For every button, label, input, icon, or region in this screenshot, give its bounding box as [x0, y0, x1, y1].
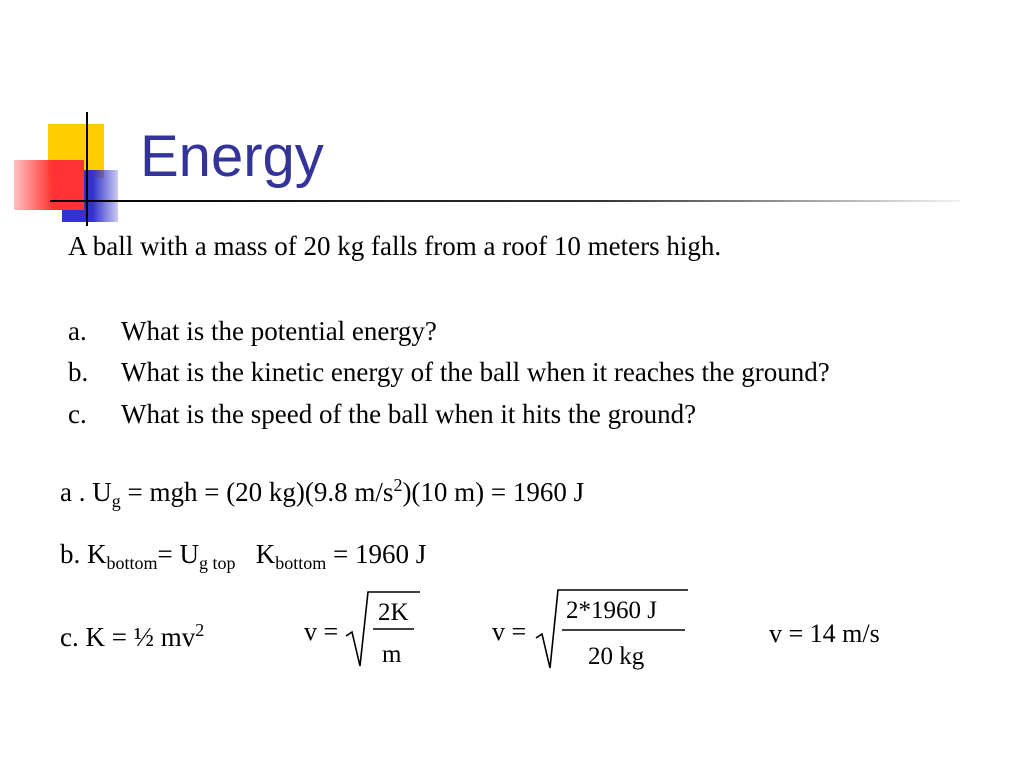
formula2-numerator: 2*1960 J: [566, 597, 657, 624]
question-b: What is the kinetic energy of the ball when it reaches the ground?: [121, 357, 830, 387]
answer-b-mid: = U: [157, 539, 199, 569]
formula2-lhs: v =: [492, 617, 527, 646]
answer-a-middle: = mgh = (20 kg)(9.8 m/s: [120, 477, 394, 507]
formula-v-sqrt-2k-over-m: [290, 582, 430, 672]
answer-a-suffix: )(10 m) = 1960 J: [402, 477, 585, 507]
answer-b-sub1: bottom: [106, 553, 158, 573]
question-a: What is the potential energy?: [121, 316, 437, 346]
formula1-denominator: m: [382, 641, 402, 668]
formula3-result: v = 14 m/s: [769, 619, 880, 648]
logo-red-square: [14, 160, 84, 210]
answer-a-sup: 2: [393, 475, 403, 495]
answer-b: [60, 538, 426, 579]
answer-b-k2: K: [235, 539, 276, 569]
formula-v-sqrt-values: [480, 582, 700, 672]
formula1-lhs: v =: [304, 617, 339, 646]
question-c-marker: c.: [68, 399, 87, 429]
answer-a-prefix: a . U: [60, 477, 112, 507]
answer-c-sup: 2: [195, 620, 205, 640]
problem-statement: A ball with a mass of 20 kg falls from a roof 10 meters high.: [68, 231, 722, 261]
slide-title: Energy: [140, 124, 324, 189]
formula2-denominator: 20 kg: [588, 643, 645, 670]
question-a-marker: a.: [68, 316, 87, 346]
question-c: What is the speed of the ball when it hits the ground?: [121, 399, 697, 429]
title-divider: [50, 200, 960, 202]
answer-b-sub3: bottom: [275, 553, 327, 573]
answer-c: [60, 614, 204, 653]
answer-c-text: c. K = ½ mv: [60, 622, 196, 652]
answer-b-sub2: g top: [199, 553, 236, 573]
answer-b-suffix: = 1960 J: [326, 539, 427, 569]
logo-vertical-line: [86, 112, 88, 226]
question-b-marker: b.: [68, 357, 89, 387]
answer-a-sub: g: [111, 491, 121, 511]
answer-a: [60, 469, 584, 517]
formula1-numerator: 2K: [378, 599, 409, 626]
answer-b-prefix: b. K: [60, 539, 107, 569]
